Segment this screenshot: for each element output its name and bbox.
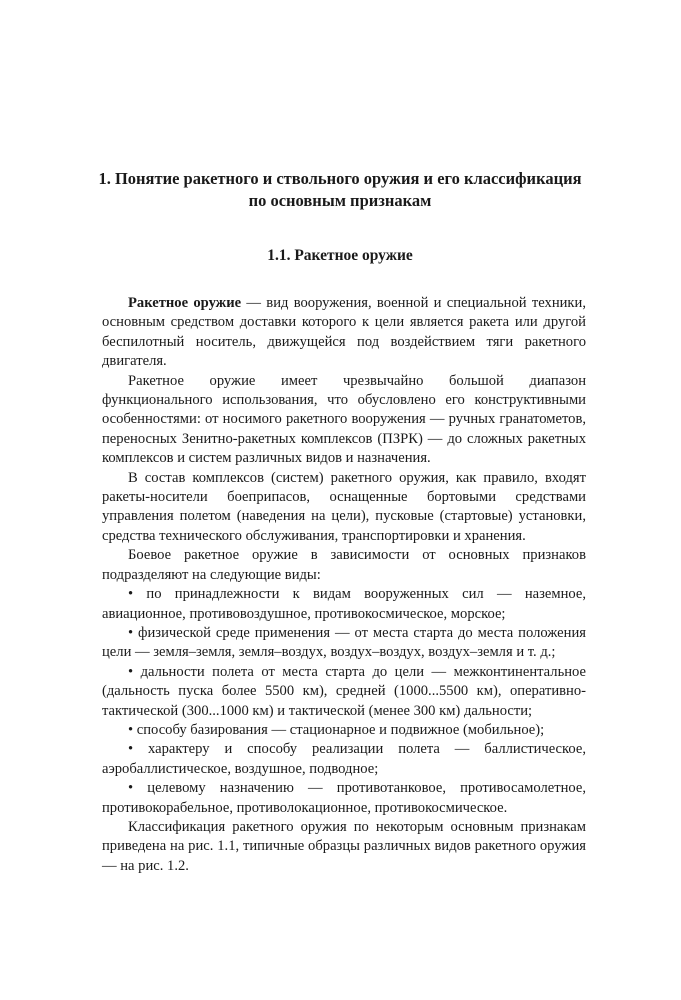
definition-text: — вид вооружения, военной и специальной техники, основным средством доставки которого к цели является ракета или другой беспилотный носитель, движущейся под воздействием тяги ракетного двигателя. bbox=[102, 295, 586, 370]
paragraph-composition: В состав комплексов (систем) ракетного оружия, как правило, входят ракеты-носители боеприпасов, оснащенные бортовыми средствами управления полетом (наведения на цели), пусковые (стартовые) установки, средства технического обслуживания, транспортировки и хранения. bbox=[102, 469, 586, 544]
body-text bbox=[102, 294, 586, 876]
chapter-title-line-2: по основным признакам bbox=[248, 191, 432, 210]
list-item: • физической среде применения — от места старта до места положения цели — земля–земля, земля–воздух, воздух–воздух, воздух–земля и т. д.; bbox=[102, 624, 586, 661]
section-title: 1.1. Ракетное оружие bbox=[267, 247, 413, 264]
chapter-title-line-1: 1. Понятие ракетного и ствольного оружия и его классификация bbox=[98, 169, 582, 188]
list-item: • по принадлежности к видам вооруженных сил — наземное, авиационное, противовоздушное, противокосмическое, морское; bbox=[102, 586, 586, 622]
defined-term: Ракетное оружие bbox=[128, 295, 242, 311]
list-item: • целевому назначению — противотанковое, противосамолетное, противокорабельное, противолокационное, противокосмическое. bbox=[102, 780, 586, 816]
paragraph-figure-reference: Классификация ракетного оружия по некоторым основным признакам приведена на рис. 1.1, типичные образцы различных видов ракетного оружия — на рис. 1.2. bbox=[102, 818, 586, 874]
list-item: • способу базирования — стационарное и подвижное (мобильное); bbox=[128, 721, 545, 738]
paragraph-classification-intro: Боевое ракетное оружие в зависимости от основных признаков подразделяют на следующие виды: bbox=[102, 547, 586, 583]
list-item: • дальности полета от места старта до цели — межконтинентальное (дальность пуска более 5500 км), средней (1000...5500 км), оперативно-тактической (300...1000 км) и тактической (менее 300 км) дальности; bbox=[102, 663, 586, 719]
paragraph-range: Ракетное оружие имеет чрезвычайно большой диапазон функционального использования, что обусловлено его конструктивными особенностями: от носимого ракетного вооружения — ручных гранатометов, переносных Зенитно-ракетных комплексов (ПЗРК) — до сложных ракетных комплексов и систем различных видов и назначения. bbox=[102, 372, 586, 467]
chapter-title bbox=[60, 168, 620, 212]
paragraph-definition bbox=[102, 294, 586, 372]
list-item: • характеру и способу реализации полета — баллистическое, аэробаллистическое, воздушное, подводное; bbox=[102, 741, 586, 777]
